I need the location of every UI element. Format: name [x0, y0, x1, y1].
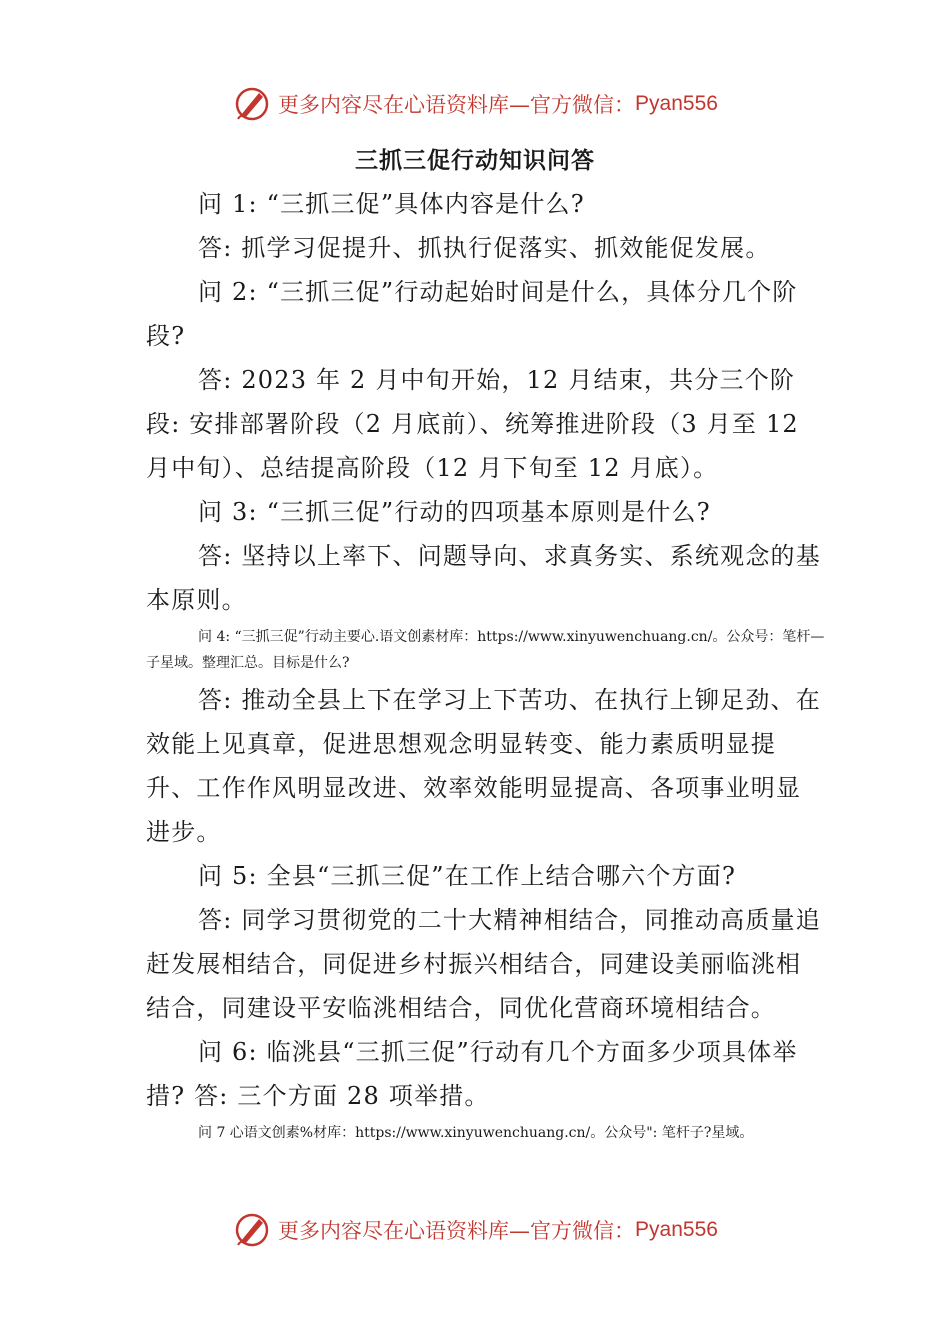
pen-ink-logo-icon — [232, 84, 272, 124]
answer-3: 答: 坚持以上率下、问题导向、求真务实、系统观念的基本原则。 — [146, 542, 821, 614]
answer-5: 答: 同学习贯彻党的二十大精神相结合，同推动高质量追赶发展相结合，同促进乡村振兴相结合，同建设美丽临洮相结合，同建设平安临洮相结合，同优化营商环境相结合。 — [146, 906, 821, 1022]
document-title: 三抓三促行动知识问答 — [355, 148, 595, 174]
answer-4: 答: 推动全县上下在学习上下苦功、在执行上铆足劲、在效能上见真章，促进思想观念明显转变、能力素质明显提升、工作作风明显改进、效率效能明显提高、各项事业明显进步。 — [146, 686, 821, 846]
header-banner — [0, 82, 950, 126]
question-2: 问 2: “三抓三促”行动起始时间是什么，具体分几个阶段? — [146, 278, 798, 350]
question-4: 问 4: “三抓三促”行动主要心.语文创素材库：https://www.xinyuwenchuang.cn/。公众号：笔杆—子星域。整理汇总。目标是什么? — [146, 629, 825, 671]
banner-text: 更多内容尽在心语资料库—官方微信： — [278, 1219, 636, 1243]
banner-text: 更多内容尽在心语资料库—官方微信： — [278, 93, 636, 117]
question-6: 问 6: 临洮县“三抓三促”行动有几个方面多少项具体举措? 答: 三个方面 28 项举措。 — [146, 1038, 798, 1110]
question-5: 问 5: 全县“三抓三促”在工作上结合哪六个方面? — [198, 862, 737, 890]
question-3: 问 3: “三抓三促”行动的四项基本原则是什么? — [198, 498, 711, 526]
footer-banner — [0, 1208, 950, 1252]
answer-1: 答: 抓学习促提升、抓执行促落实、抓效能促发展。 — [198, 234, 771, 262]
question-7: 问 7 心语文创素%材库：https://www.xinyuwenchuang.cn/。公众号": 笔杆子?星域。 — [198, 1125, 754, 1141]
banner-wechat-id: Pyan556 — [635, 1218, 718, 1241]
banner-wechat-id: Pyan556 — [635, 92, 718, 115]
answer-2: 答: 2023 年 2 月中旬开始，12 月结束，共分三个阶段: 安排部署阶段（2 月底前）、统筹推进阶段（3 月至 12 月中旬）、总结提高阶段（12 月下旬至 12 月底）。 — [146, 366, 799, 482]
pen-ink-logo-icon — [232, 1210, 272, 1250]
document-body — [146, 182, 826, 1148]
question-1: 问 1: “三抓三促”具体内容是什么? — [198, 190, 585, 218]
